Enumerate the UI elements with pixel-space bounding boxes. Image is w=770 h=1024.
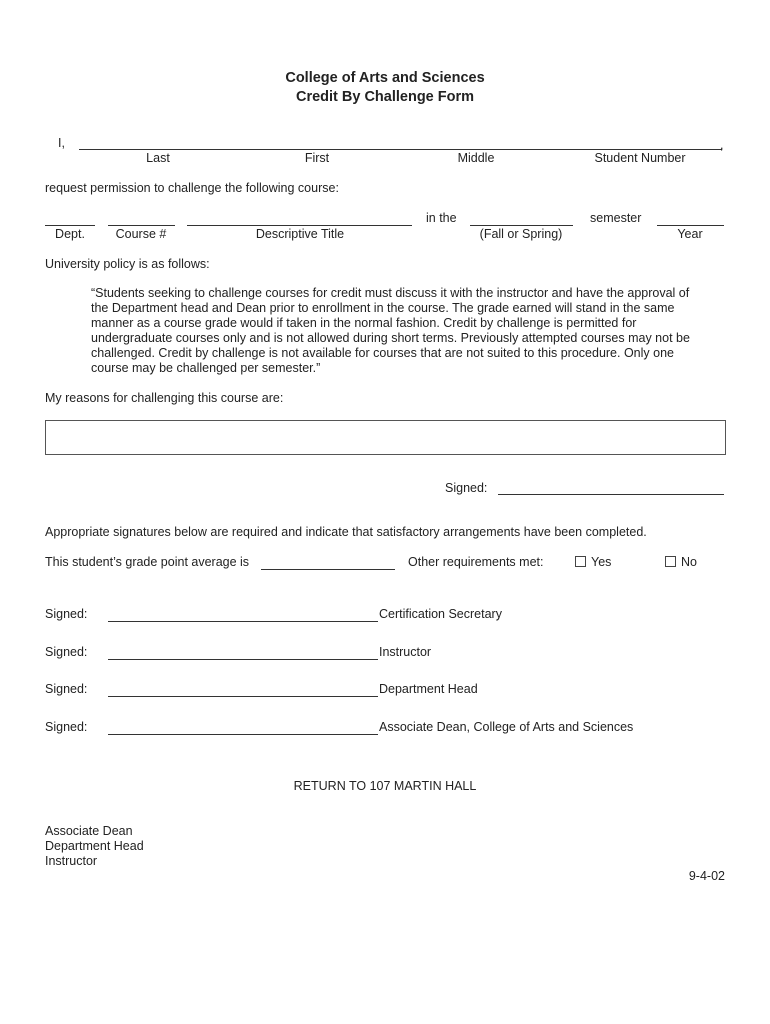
gpa-label: This student’s grade point average is xyxy=(45,555,250,569)
caption-dept: Dept. xyxy=(55,227,85,241)
caption-year: Year xyxy=(677,227,703,241)
form-title: Credit By Challenge Form xyxy=(295,89,475,105)
student-signature-field[interactable] xyxy=(498,494,724,495)
distribution-associate-dean: Associate Dean xyxy=(45,824,133,838)
term-field[interactable] xyxy=(470,225,573,226)
distribution-department-head: Department Head xyxy=(45,839,144,853)
caption-first: First xyxy=(304,151,330,165)
request-text: request permission to challenge the following course: xyxy=(45,181,339,195)
return-instruction: RETURN TO 107 MARTIN HALL xyxy=(293,779,477,793)
other-requirements-label: Other requirements met: xyxy=(408,555,544,569)
certification-secretary-signature-field[interactable] xyxy=(108,621,378,622)
role-certification-secretary: Certification Secretary xyxy=(379,607,502,621)
yes-option[interactable] xyxy=(575,555,611,569)
role-instructor: Instructor xyxy=(379,645,432,659)
instructor-signature-field[interactable] xyxy=(108,659,378,660)
yes-checkbox[interactable] xyxy=(575,556,586,567)
caption-last: Last xyxy=(146,151,170,165)
college-name: College of Arts and Sciences xyxy=(285,70,485,86)
caption-course-number: Course # xyxy=(115,227,167,241)
department-head-signature-field[interactable] xyxy=(108,696,378,697)
course-number-field[interactable] xyxy=(108,225,175,226)
student-signed-label: Signed: xyxy=(445,481,488,495)
signed-label-2: Signed: xyxy=(45,645,88,659)
approvals-intro: Appropriate signatures below are required and indicate that satisfactory arrangements have been completed. xyxy=(45,525,647,539)
caption-student-number: Student Number xyxy=(594,151,686,165)
no-option[interactable] xyxy=(665,555,697,569)
reasons-textbox[interactable] xyxy=(45,420,726,455)
caption-term: (Fall or Spring) xyxy=(479,227,563,241)
dept-field[interactable] xyxy=(45,225,95,226)
no-label: No xyxy=(681,555,697,569)
in-the-text: in the xyxy=(426,211,457,225)
distribution-instructor: Instructor xyxy=(45,854,98,868)
no-checkbox[interactable] xyxy=(665,556,676,567)
signed-label-3: Signed: xyxy=(45,682,88,696)
policy-intro: University policy is as follows: xyxy=(45,257,210,271)
yes-label: Yes xyxy=(591,555,612,569)
semester-text: semester xyxy=(590,211,642,225)
student-name-field[interactable] xyxy=(79,149,722,150)
reasons-label: My reasons for challenging this course are: xyxy=(45,391,284,405)
role-associate-dean: Associate Dean, College of Arts and Sciences xyxy=(379,720,634,734)
name-suffix: , xyxy=(720,138,724,152)
descriptive-title-field[interactable] xyxy=(187,225,412,226)
policy-quote: “Students seeking to challenge courses for credit must discuss it with the instructor and have the approval of the Department head and Dean prior to enrollment in the course. The grade earned will stand in the same manner as a course grade would if taken in the normal fashion. Credit by challenge is permitted for undergraduate courses only and is not allowed during short terms. Previously attempted courses may not be challenged. Credit by challenge is not available for courses that are not suited to this procedure. Only one course may be challenged per semester.” xyxy=(91,286,690,375)
year-field[interactable] xyxy=(657,225,724,226)
associate-dean-signature-field[interactable] xyxy=(108,734,378,735)
signed-label-4: Signed: xyxy=(45,720,88,734)
caption-middle: Middle xyxy=(457,151,495,165)
form-date: 9-4-02 xyxy=(688,869,725,883)
caption-descriptive-title: Descriptive Title xyxy=(255,227,345,241)
name-prefix: I, xyxy=(58,136,65,150)
gpa-field[interactable] xyxy=(261,569,395,570)
role-department-head: Department Head xyxy=(379,682,478,696)
signed-label-1: Signed: xyxy=(45,607,88,621)
